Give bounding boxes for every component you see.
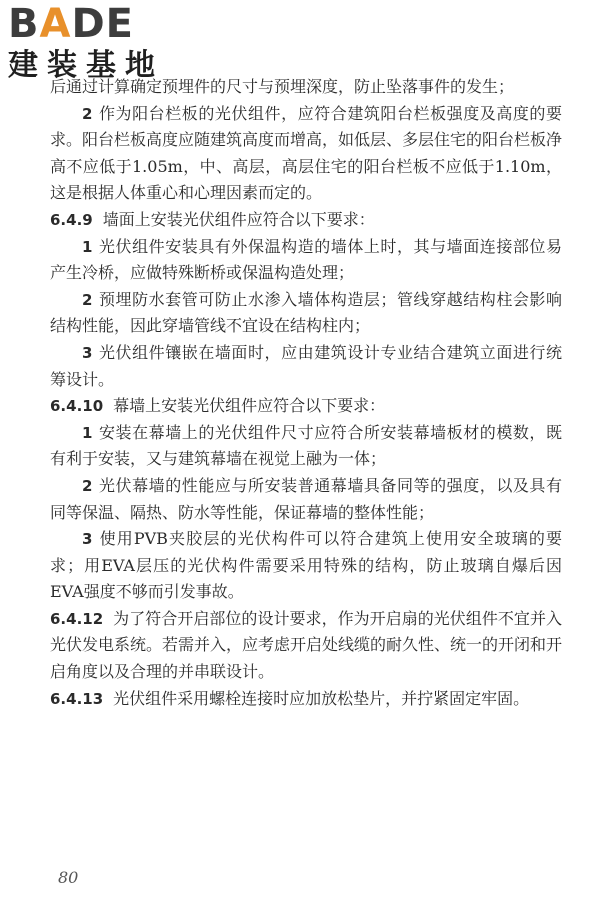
clause-heading	[50, 606, 562, 686]
item-number: 1	[82, 423, 93, 442]
clause-heading	[50, 207, 562, 234]
logo-wordmark	[8, 2, 183, 46]
item-text: 使用PVB夹胶层的光伏构件可以符合建筑上使用安全玻璃的要求；用EVA层压的光伏构件需要采用特殊的结构，防止玻璃自爆后因EVA强度不够而引发事故。	[50, 529, 562, 602]
item-number: 2	[82, 104, 93, 123]
clause-text: 为了符合开启部位的设计要求，作为开启扇的光伏组件不宜并入光伏发电系统。若需并入，应考虑开启处线缆的耐久性、统一的开闭和开启角度以及合理的并串联设计。	[50, 608, 563, 682]
clause-number: 6.4.13	[50, 689, 104, 708]
list-item	[50, 473, 562, 526]
clause-heading	[50, 686, 562, 713]
list-item	[50, 234, 562, 287]
item-text: 作为阳台栏板的光伏组件，应符合建筑阳台栏板强度及高度的要求。阳台栏板高度应随建筑高度而增高，如低层、多层住宅的阳台栏板净高不应低于1.05m，中、高层，高层住宅的阳台栏板不应低于1.10m，这是根据人体重心和心理因素而定的。	[50, 103, 563, 203]
paragraph-continuation	[50, 74, 562, 101]
page-number: 80	[58, 868, 79, 887]
list-item	[50, 340, 562, 393]
list-item	[50, 101, 562, 207]
clause-number: 6.4.12	[50, 609, 104, 628]
paragraph-text: 后通过计算确定预埋件的尺寸与预埋深度，防止坠落事件的发生；	[50, 77, 515, 96]
item-text: 预埋防水套管可防止水渗入墙体构造层；管线穿越结构柱会影响结构性能，因此穿墙管线不宜设在结构柱内；	[50, 289, 562, 336]
clause-text: 墙面上安装光伏组件应符合以下要求：	[102, 209, 375, 229]
item-number: 2	[82, 476, 93, 495]
item-text: 光伏幕墙的性能应与所安装普通幕墙具备同等的强度，以及具有同等保温、隔热、防水等性能，保证幕墙的整体性能；	[50, 475, 562, 522]
item-text: 安装在幕墙上的光伏组件尺寸应符合所安装幕墙板材的模数，既有利于安装，又与建筑幕墙在视觉上融为一体；	[50, 422, 562, 469]
item-text: 光伏组件镶嵌在墙面时，应由建筑设计专业结合建筑立面进行统筹设计。	[50, 342, 562, 389]
item-number: 3	[82, 530, 93, 549]
list-item	[50, 287, 562, 340]
logo-letter-a: A	[39, 1, 72, 47]
list-item	[50, 420, 562, 473]
item-number: 2	[82, 290, 93, 309]
page-body	[50, 74, 562, 712]
item-text: 光伏组件安装具有外保温构造的墙体上时，其与墙面连接部位易产生冷桥，应做特殊断桥或保温构造处理；	[50, 236, 562, 283]
list-item	[50, 526, 562, 606]
clause-number: 6.4.10	[50, 397, 104, 416]
logo-letters-de: DE	[71, 1, 134, 47]
logo-letter-b: B	[8, 1, 40, 47]
clause-heading	[50, 393, 562, 420]
clause-number: 6.4.9	[50, 210, 93, 229]
clause-text: 光伏组件采用螺栓连接时应加放松垫片，并拧紧固定牢固。	[113, 688, 530, 708]
logo-subtitle: 建装基地	[8, 48, 164, 83]
item-number: 1	[82, 237, 93, 256]
item-number: 3	[82, 343, 93, 362]
clause-text: 幕墙上安装光伏组件应符合以下要求：	[113, 396, 386, 416]
